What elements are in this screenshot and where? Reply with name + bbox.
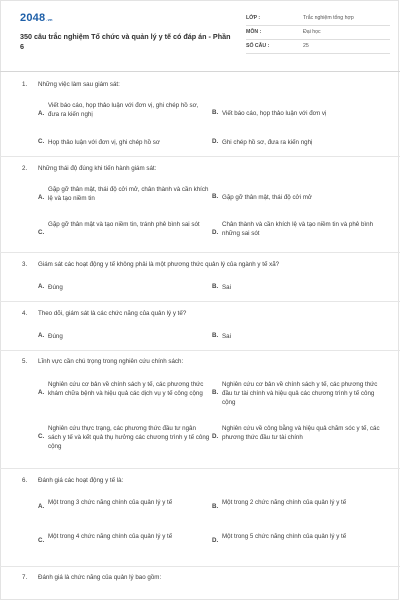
option-letter: B. (212, 193, 219, 200)
option-letter: A. (38, 283, 45, 290)
meta-key: SỐ CÂU : (246, 43, 270, 49)
question-separator (0, 252, 400, 253)
option-letter: C. (38, 138, 45, 145)
question-stem (22, 358, 382, 366)
question-stem (22, 574, 382, 582)
meta-table (246, 12, 390, 54)
option-letter: D. (212, 138, 219, 145)
meta-key: LỚP : (246, 15, 261, 21)
question-separator (0, 301, 400, 302)
question-text: Những thái độ đúng khi tiến hành giám sát: (38, 165, 157, 172)
question-separator (0, 350, 400, 351)
option-text: Họp thảo luận với đơn vị, ghi chép hồ sơ (48, 139, 160, 146)
option-text: Nghiên cứu cơ bản về chính sách y tế, các phương thức đầu tư tài chính và hiệu quả các chương trình y tế công cộng (222, 381, 378, 406)
option-text: Sai (222, 333, 231, 340)
logo-suffix: .vn (46, 17, 53, 22)
option-letter: A. (38, 110, 45, 117)
option-text: Ghi chép hồ sơ, đưa ra kiến nghị (222, 139, 313, 146)
option-letter: D. (212, 537, 219, 544)
meta-row-subject (246, 26, 390, 40)
question-text: Những việc làm sau giám sát: (38, 81, 120, 88)
option-letter: A. (38, 503, 45, 510)
site-logo[interactable] (20, 12, 53, 24)
question-number: 2. (22, 165, 28, 172)
meta-row-count (246, 40, 390, 54)
option-text: Đúng (48, 284, 63, 291)
option-text: Gặp gỡ thân mật, thái độ cởi mở (222, 194, 312, 201)
option-letter: B. (212, 332, 219, 339)
option-letter: B. (212, 389, 219, 396)
option-letter: D. (212, 433, 219, 440)
option-letter: B. (212, 109, 219, 116)
question-stem (22, 310, 382, 318)
option-text: Một trong 5 chức năng chính của quản lý y tế (222, 533, 347, 540)
page-title: 350 câu trắc nghiệm Tổ chức và quản lý y tế có đáp án - Phần 6 (20, 32, 231, 51)
question-number: 4. (22, 310, 28, 317)
question-text: Đánh giá là chức năng của quản lý bao gồm: (38, 574, 162, 581)
option-letter: D. (212, 229, 219, 236)
option-text: Nghiên cứu cơ bản về chính sách y tế, các phương thức khám chữa bệnh và hiệu quả các dịch vụ y tế công cộng (48, 381, 204, 397)
option-letter: B. (212, 503, 219, 510)
option-text: Gặp gỡ thân mật và tạo niềm tin, tránh phê bình sai sót (48, 221, 200, 228)
question-number: 6. (22, 477, 28, 484)
option-letter: C. (38, 433, 45, 440)
option-letter: A. (38, 389, 45, 396)
option-text: Một trong 2 chức năng chính của quản lý y tế (222, 499, 347, 506)
question-separator (0, 156, 400, 157)
option-text: Gặp gỡ thân mật, thái độ cởi mở, chân thành và cần khích lệ và tạo niềm tin (48, 186, 209, 202)
option-text: Chân thành và cần khích lệ và tạo niềm tin và phê bình những sai sót (222, 221, 374, 237)
meta-key: MÔN : (246, 29, 262, 35)
header (20, 12, 390, 70)
question-text: Đánh giá các hoạt động y tế là: (38, 477, 124, 484)
meta-value: Trắc nghiệm tổng hợp (303, 15, 354, 21)
logo-main: 2048 (20, 12, 46, 24)
question-number: 3. (22, 261, 28, 268)
option-letter: A. (38, 332, 45, 339)
option-text: Viết báo cáo, họp thảo luận với đơn vị (222, 110, 327, 117)
option-text: Viết báo cáo, họp thảo luận với đơn vị, ghi chép hồ sơ, đưa ra kiến nghị (48, 102, 199, 118)
question-stem (22, 261, 382, 269)
option-letter: C. (38, 537, 45, 544)
question-number: 1. (22, 81, 28, 88)
question-number: 5. (22, 358, 28, 365)
question-text: Theo dõi, giám sát là các chức năng của quản lý y tế? (38, 310, 187, 317)
question-stem (22, 81, 382, 89)
option-text: Một trong 4 chức năng chính của quản lý y tế (48, 533, 173, 540)
option-text: Một trong 3 chức năng chính của quản lý y tế (48, 499, 173, 506)
meta-value: 25 (303, 43, 309, 49)
meta-value: Đại học (303, 29, 321, 35)
question-number: 7. (22, 574, 28, 581)
option-letter: B. (212, 283, 219, 290)
question-separator (0, 468, 400, 469)
question-text: Lĩnh vực cần chú trọng trong nghiên cứu chính sách: (38, 358, 184, 365)
option-letter: C. (38, 229, 45, 236)
option-letter: A. (38, 194, 45, 201)
option-text: Sai (222, 284, 231, 291)
option-text: Nghiên cứu về công bằng và hiệu quả chăm sóc y tế, các phương thức đầu tư tài chính (222, 425, 380, 441)
option-text: Đúng (48, 333, 63, 340)
question-text: Giám sát các hoạt động y tế không phải là một phương thức quản lý của ngành y tế xã? (38, 261, 280, 268)
question-stem (22, 477, 382, 485)
question-separator (0, 566, 400, 567)
option-text: Nghiên cứu thực trạng, các phương thức đầu tư ngân sách y tế và kết quả thụ hưởng các chương trình y tế công cộng (48, 425, 210, 450)
meta-row-class (246, 12, 390, 26)
question-stem (22, 165, 382, 173)
header-divider (0, 71, 400, 72)
